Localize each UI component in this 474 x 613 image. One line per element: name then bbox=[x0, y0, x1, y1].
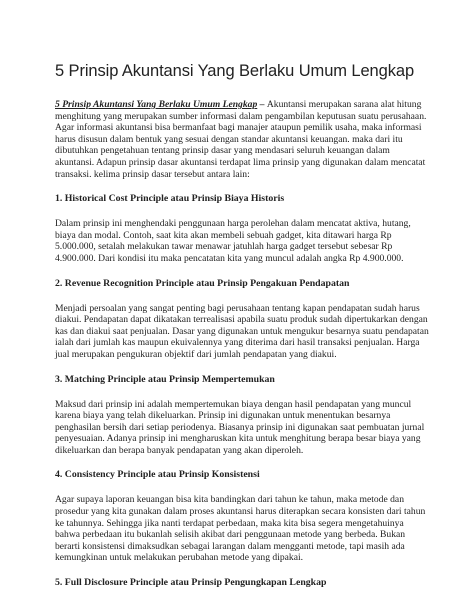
section-heading-2: 2. Revenue Recognition Principle atau Prinsip Pengakuan Pendapatan bbox=[55, 277, 350, 289]
section-text-2: Menjadi persoalan yang sangat penting bagi perusahaan tentang kapan pendapatan sudah harus diakui. Pendapatan dapat dikatakan terrealisasi apabila suatu produk sudah dipertukarkan dengan kas dan diakui saat penjualan. Dasar yang digunakan untuk mengukur besarnya suatu pendapatan ialah dari jumlah kas maupun ekuivalennya yang diterima dari hasil transaksi penjualan. Harga jual merupakan pengukuran objektif dari jumlah pendapatan yang diakui. bbox=[55, 302, 429, 360]
section-heading-5: 5. Full Disclosure Principle atau Prinsip Pengungkapan Lengkap bbox=[55, 577, 327, 589]
intro-dash: – bbox=[257, 99, 267, 110]
intro-lead-link[interactable]: 5 Prinsip Akuntansi Yang Berlaku Umum Lengkap bbox=[55, 99, 258, 110]
document-title: 5 Prinsip Akuntansi Yang Berlaku Umum Lengkap bbox=[55, 62, 415, 80]
section-text-4: Agar supaya laporan keuangan bisa kita bandingkan dari tahun ke tahun, maka metode dan prosedur yang kita gunakan dalam proses akuntansi harus diterapkan secara konsisten dari tahun ke tahunnya. Sehingga jika nanti terdapat perbedaan, maka kita bisa segera mengetahuinya bahwa perbedaan itu bukanlah selisih akibat dari penggunaan metode yang berbeda. Bukan berarti konsistensi dimaksudkan sebagai larangan dalam mengganti metode, tapi masih ada kemungkinan untuk melakukan perubahan metode yang dipakai. bbox=[55, 494, 426, 564]
section-text-1: Dalam prinsip ini menghendaki penggunaan harga perolehan dalam mencatat aktiva, hutang, biaya dan modal. Contoh, saat kita akan membeli sebuah gadget, kita ditawari harga Rp 5.000.000, setalah melakukan tawar menawar jatuhlah harga gadget tersebut sebesar Rp 4.900.000. Dari kondisi itu maka pencatatan kita yang muncul adalah angka Rp 4.900.000. bbox=[55, 218, 411, 264]
section-heading-3: 3. Matching Principle atau Prinsip Mempertemukan bbox=[55, 373, 275, 385]
section-heading-4: 4. Consistency Principle atau Prinsip Konsistensi bbox=[55, 469, 260, 481]
document-body bbox=[55, 99, 430, 589]
section-text-3: Maksud dari prinsip ini adalah mempertemukan biaya dengan hasil pendapatan yang muncul karena biaya yang telah dikeluarkan. Prinsip ini digunakan untuk menentukan besarnya penghasilan bersih dari setiap periodenya. Biasanya prinsip ini digunakan saat pembuatan jurnal penyesuaian. Adanya prinsip ini mengharuskan kita untuk menghitung berapa besar biaya yang dikeluarkan dan berapa banyak pendapatan yang akan diperoleh. bbox=[55, 398, 425, 456]
intro-text: Akuntansi merupakan sarana alat hitung menghitung yang merupakan sumber informasi dalam pengambilan keputusan suatu perusahaan. Agar informasi akuntansi bisa bermanfaat bagi manajer ataupun pemilik usaha, maka informasi harus disusun dalam bentuk yang sesuai dengan standar akuntansi keuangan. maka dari itu dibutuhkan pengetahuan tentang prinsip dasar yang mendasari seluruh keuangan dalam akuntansi. Adapun prinsip dasar akuntansi terdapat lima prinsip yang digunakan dalam mencatat transaksi. kelima prinsip dasar tersebut antara lain: bbox=[55, 99, 427, 180]
intro-paragraph bbox=[55, 99, 430, 180]
section-heading-1: 1. Historical Cost Principle atau Prinsip Biaya Historis bbox=[55, 193, 285, 205]
